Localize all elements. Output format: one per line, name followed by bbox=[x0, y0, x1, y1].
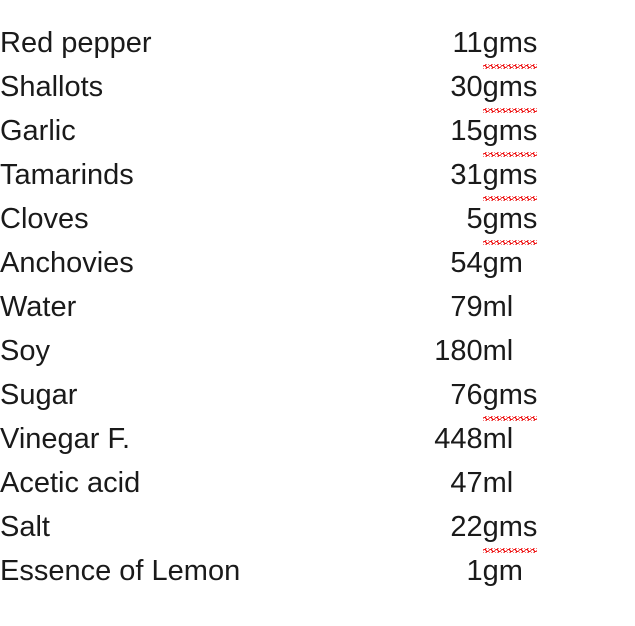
ingredient-name: Water bbox=[0, 291, 77, 323]
ingredient-name: Salt bbox=[0, 511, 50, 543]
ingredient-unit bbox=[483, 22, 635, 66]
table-row bbox=[0, 418, 635, 462]
table-row bbox=[0, 66, 635, 110]
ingredient-unit bbox=[483, 418, 635, 462]
ingredient-name: Acetic acid bbox=[0, 467, 141, 499]
ingredient-unit bbox=[483, 330, 635, 374]
ingredient-unit bbox=[483, 110, 635, 154]
ingredient-amount: 47 bbox=[450, 467, 483, 499]
spellcheck-underlined-word: gms bbox=[483, 154, 538, 198]
ingredient-amount: 31 bbox=[450, 159, 483, 191]
table-row bbox=[0, 374, 635, 418]
ingredient-name: Essence of Lemon bbox=[0, 555, 241, 587]
table-row bbox=[0, 110, 635, 154]
table-row bbox=[0, 22, 635, 66]
table-row bbox=[0, 242, 635, 286]
ingredient-amount: 180 bbox=[434, 335, 483, 367]
ingredient-amount: 54 bbox=[450, 247, 483, 279]
ingredient-unit bbox=[483, 374, 635, 418]
ingredient-amount: 30 bbox=[450, 71, 483, 103]
ingredient-name: Vinegar F. bbox=[0, 423, 131, 455]
ingredient-amount: 79 bbox=[450, 291, 483, 323]
ingredient-amount: 448 bbox=[434, 423, 483, 455]
unit-label: gm bbox=[482, 555, 523, 587]
table-row bbox=[0, 286, 635, 330]
spellcheck-underlined-word: gms bbox=[483, 110, 538, 154]
ingredient-name: Cloves bbox=[0, 203, 89, 235]
unit-label: ml bbox=[482, 467, 514, 499]
ingredient-name: Shallots bbox=[0, 71, 104, 103]
unit-label: ml bbox=[482, 423, 514, 455]
ingredient-name: Anchovies bbox=[0, 247, 134, 279]
ingredient-amount: 5 bbox=[466, 203, 483, 235]
ingredient-name: Garlic bbox=[0, 115, 76, 147]
table-row bbox=[0, 506, 635, 550]
spellcheck-underlined-word: gms bbox=[483, 22, 538, 66]
ingredient-list-table bbox=[0, 22, 635, 594]
unit-label: ml bbox=[482, 291, 514, 323]
ingredient-unit bbox=[483, 66, 635, 110]
table-row bbox=[0, 154, 635, 198]
ingredient-unit bbox=[483, 198, 635, 242]
table-row bbox=[0, 198, 635, 242]
spellcheck-underlined-word: gms bbox=[483, 198, 538, 242]
table-row bbox=[0, 462, 635, 506]
ingredient-unit bbox=[483, 462, 635, 506]
ingredient-name: Tamarinds bbox=[0, 159, 134, 191]
ingredient-amount: 15 bbox=[450, 115, 483, 147]
ingredient-list-body bbox=[0, 22, 635, 594]
ingredient-name: Sugar bbox=[0, 379, 78, 411]
ingredient-name: Soy bbox=[0, 335, 50, 367]
ingredient-unit bbox=[483, 242, 635, 286]
unit-label: gm bbox=[482, 247, 523, 279]
spellcheck-underlined-word: gms bbox=[483, 66, 538, 110]
spellcheck-underlined-word: gms bbox=[483, 506, 538, 550]
ingredient-amount: 11 bbox=[452, 27, 483, 59]
ingredient-unit bbox=[483, 154, 635, 198]
spellcheck-underlined-word: gms bbox=[483, 374, 538, 418]
ingredient-amount: 76 bbox=[450, 379, 483, 411]
table-row bbox=[0, 550, 635, 594]
unit-label: ml bbox=[482, 335, 514, 367]
ingredient-unit bbox=[483, 286, 635, 330]
ingredient-amount: 22 bbox=[450, 511, 483, 543]
ingredient-amount: 1 bbox=[466, 555, 483, 587]
ingredient-name: Red pepper bbox=[0, 27, 152, 59]
ingredient-unit bbox=[483, 506, 635, 550]
table-row bbox=[0, 330, 635, 374]
ingredient-unit bbox=[483, 550, 635, 594]
